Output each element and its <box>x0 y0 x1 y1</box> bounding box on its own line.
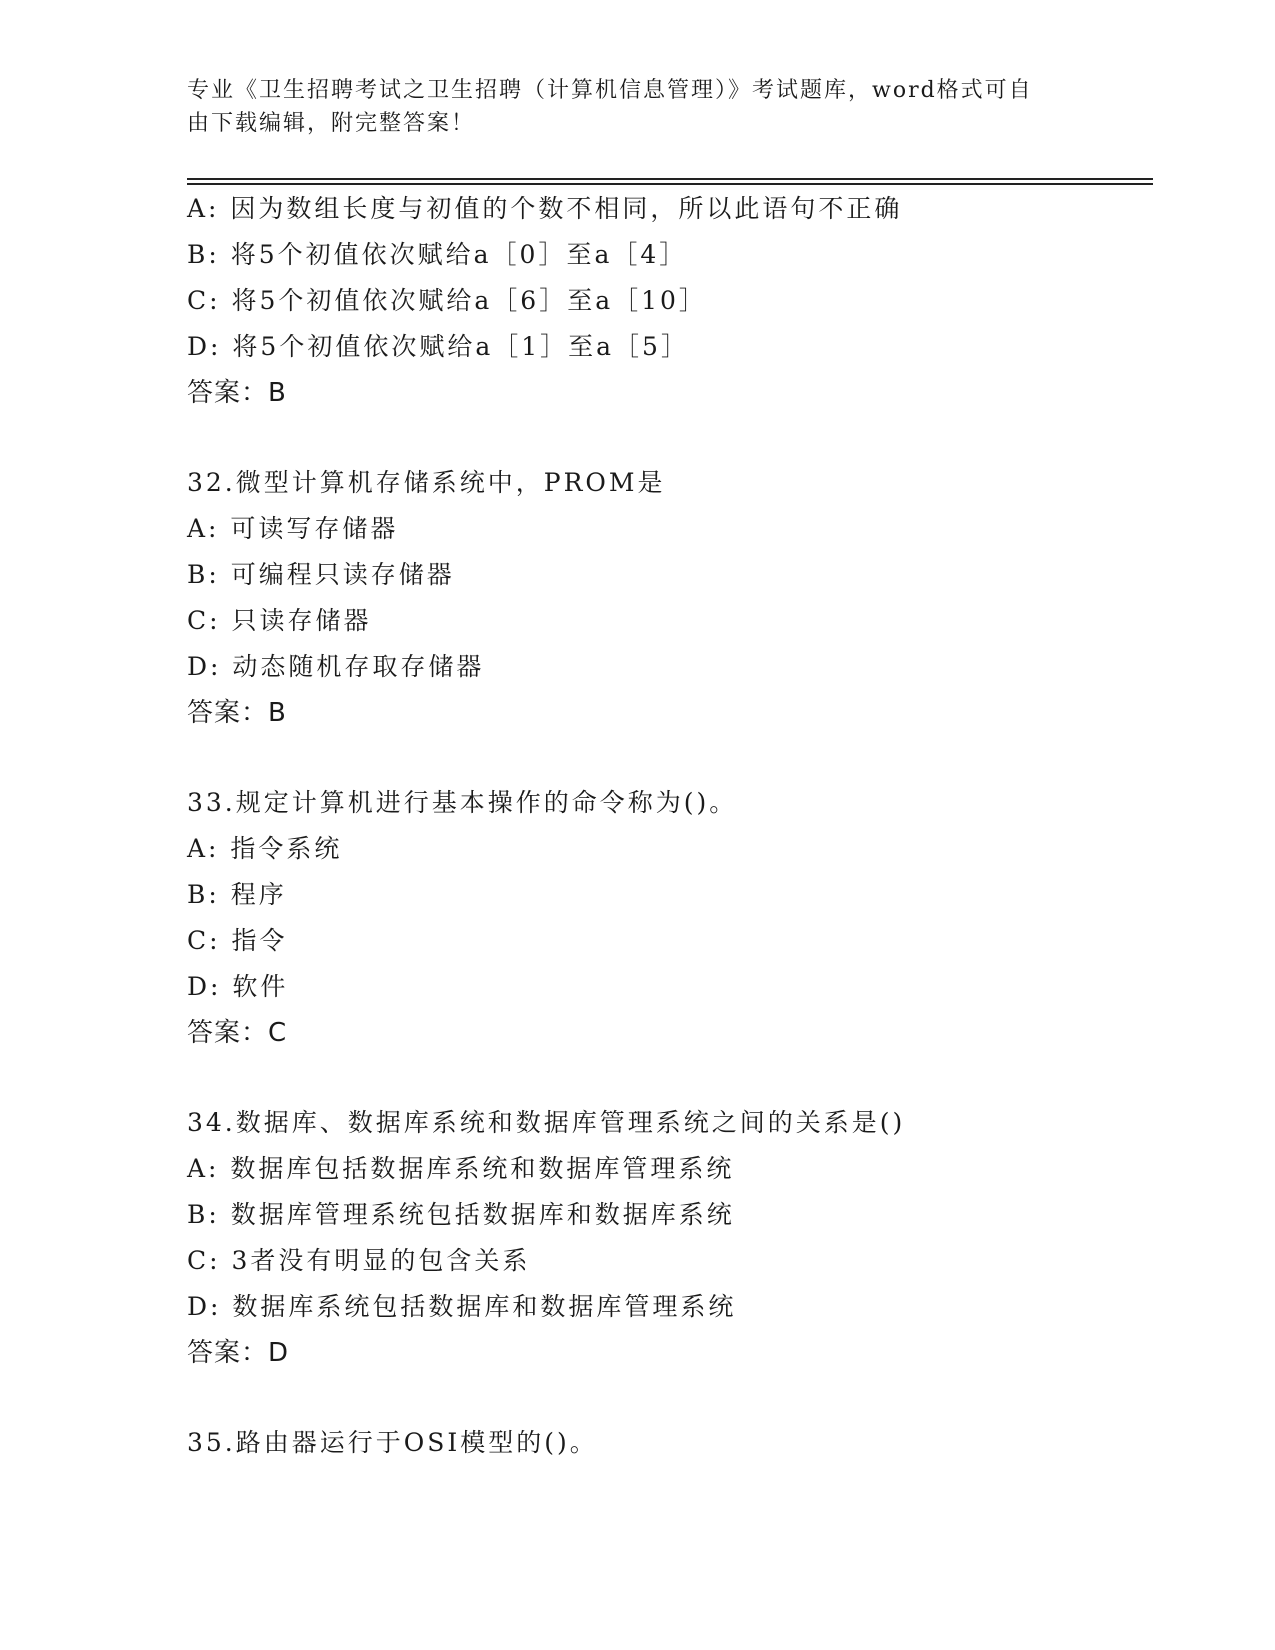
option-b: B: 数据库管理系统包括数据库和数据库系统 <box>187 1200 735 1229</box>
option-c: C: 将5个初值依次赋给a［6］至a［10］ <box>187 286 707 315</box>
option-a: A: 可读写存储器 <box>187 514 399 543</box>
answer-line: 答案：B <box>187 378 287 408</box>
option-c: C: 3者没有明显的包含关系 <box>187 1246 531 1275</box>
question-list <box>187 186 1147 1466</box>
spacer <box>187 1056 1147 1100</box>
question-block-32 <box>187 460 1147 736</box>
question-stem: 32.微型计算机存储系统中，PROM是 <box>187 468 666 497</box>
spacer <box>187 416 1147 460</box>
option-a: A: 指令系统 <box>187 834 343 863</box>
option-d: D: 将5个初值依次赋给a［1］至a［5］ <box>187 332 689 361</box>
option-c: C: 指令 <box>187 926 288 955</box>
document-header <box>187 74 1067 140</box>
question-block-31 <box>187 186 1147 416</box>
question-stem: 34.数据库、数据库系统和数据库管理系统之间的关系是() <box>187 1108 906 1137</box>
header-line-2: 由下载编辑，附完整答案！ <box>187 111 476 136</box>
answer-line: 答案：B <box>187 698 287 728</box>
option-b: B: 可编程只读存储器 <box>187 560 455 589</box>
spacer <box>187 736 1147 780</box>
question-block-33 <box>187 780 1147 1056</box>
question-stem: 35.路由器运行于OSI模型的()。 <box>187 1428 598 1457</box>
answer-line: 答案：C <box>187 1018 288 1048</box>
option-b: B: 将5个初值依次赋给a［0］至a［4］ <box>187 240 688 269</box>
option-b: B: 程序 <box>187 880 287 909</box>
header-divider-top <box>187 178 1153 180</box>
option-a: A: 数据库包括数据库系统和数据库管理系统 <box>187 1154 735 1183</box>
option-d: D: 动态随机存取存储器 <box>187 652 485 681</box>
spacer <box>187 1376 1147 1420</box>
option-c: C: 只读存储器 <box>187 606 372 635</box>
option-d: D: 数据库系统包括数据库和数据库管理系统 <box>187 1292 737 1321</box>
option-a: A: 因为数组长度与初值的个数不相同，所以此语句不正确 <box>187 194 903 223</box>
question-block-35 <box>187 1420 1147 1466</box>
answer-line: 答案：D <box>187 1338 290 1368</box>
question-stem: 33.规定计算机进行基本操作的命令称为()。 <box>187 788 738 817</box>
option-d: D: 软件 <box>187 972 289 1001</box>
header-line-1: 专业《卫生招聘考试之卫生招聘（计算机信息管理）》考试题库，word格式可自 <box>187 78 1033 103</box>
header-divider-bottom <box>187 183 1153 185</box>
question-block-34 <box>187 1100 1147 1376</box>
